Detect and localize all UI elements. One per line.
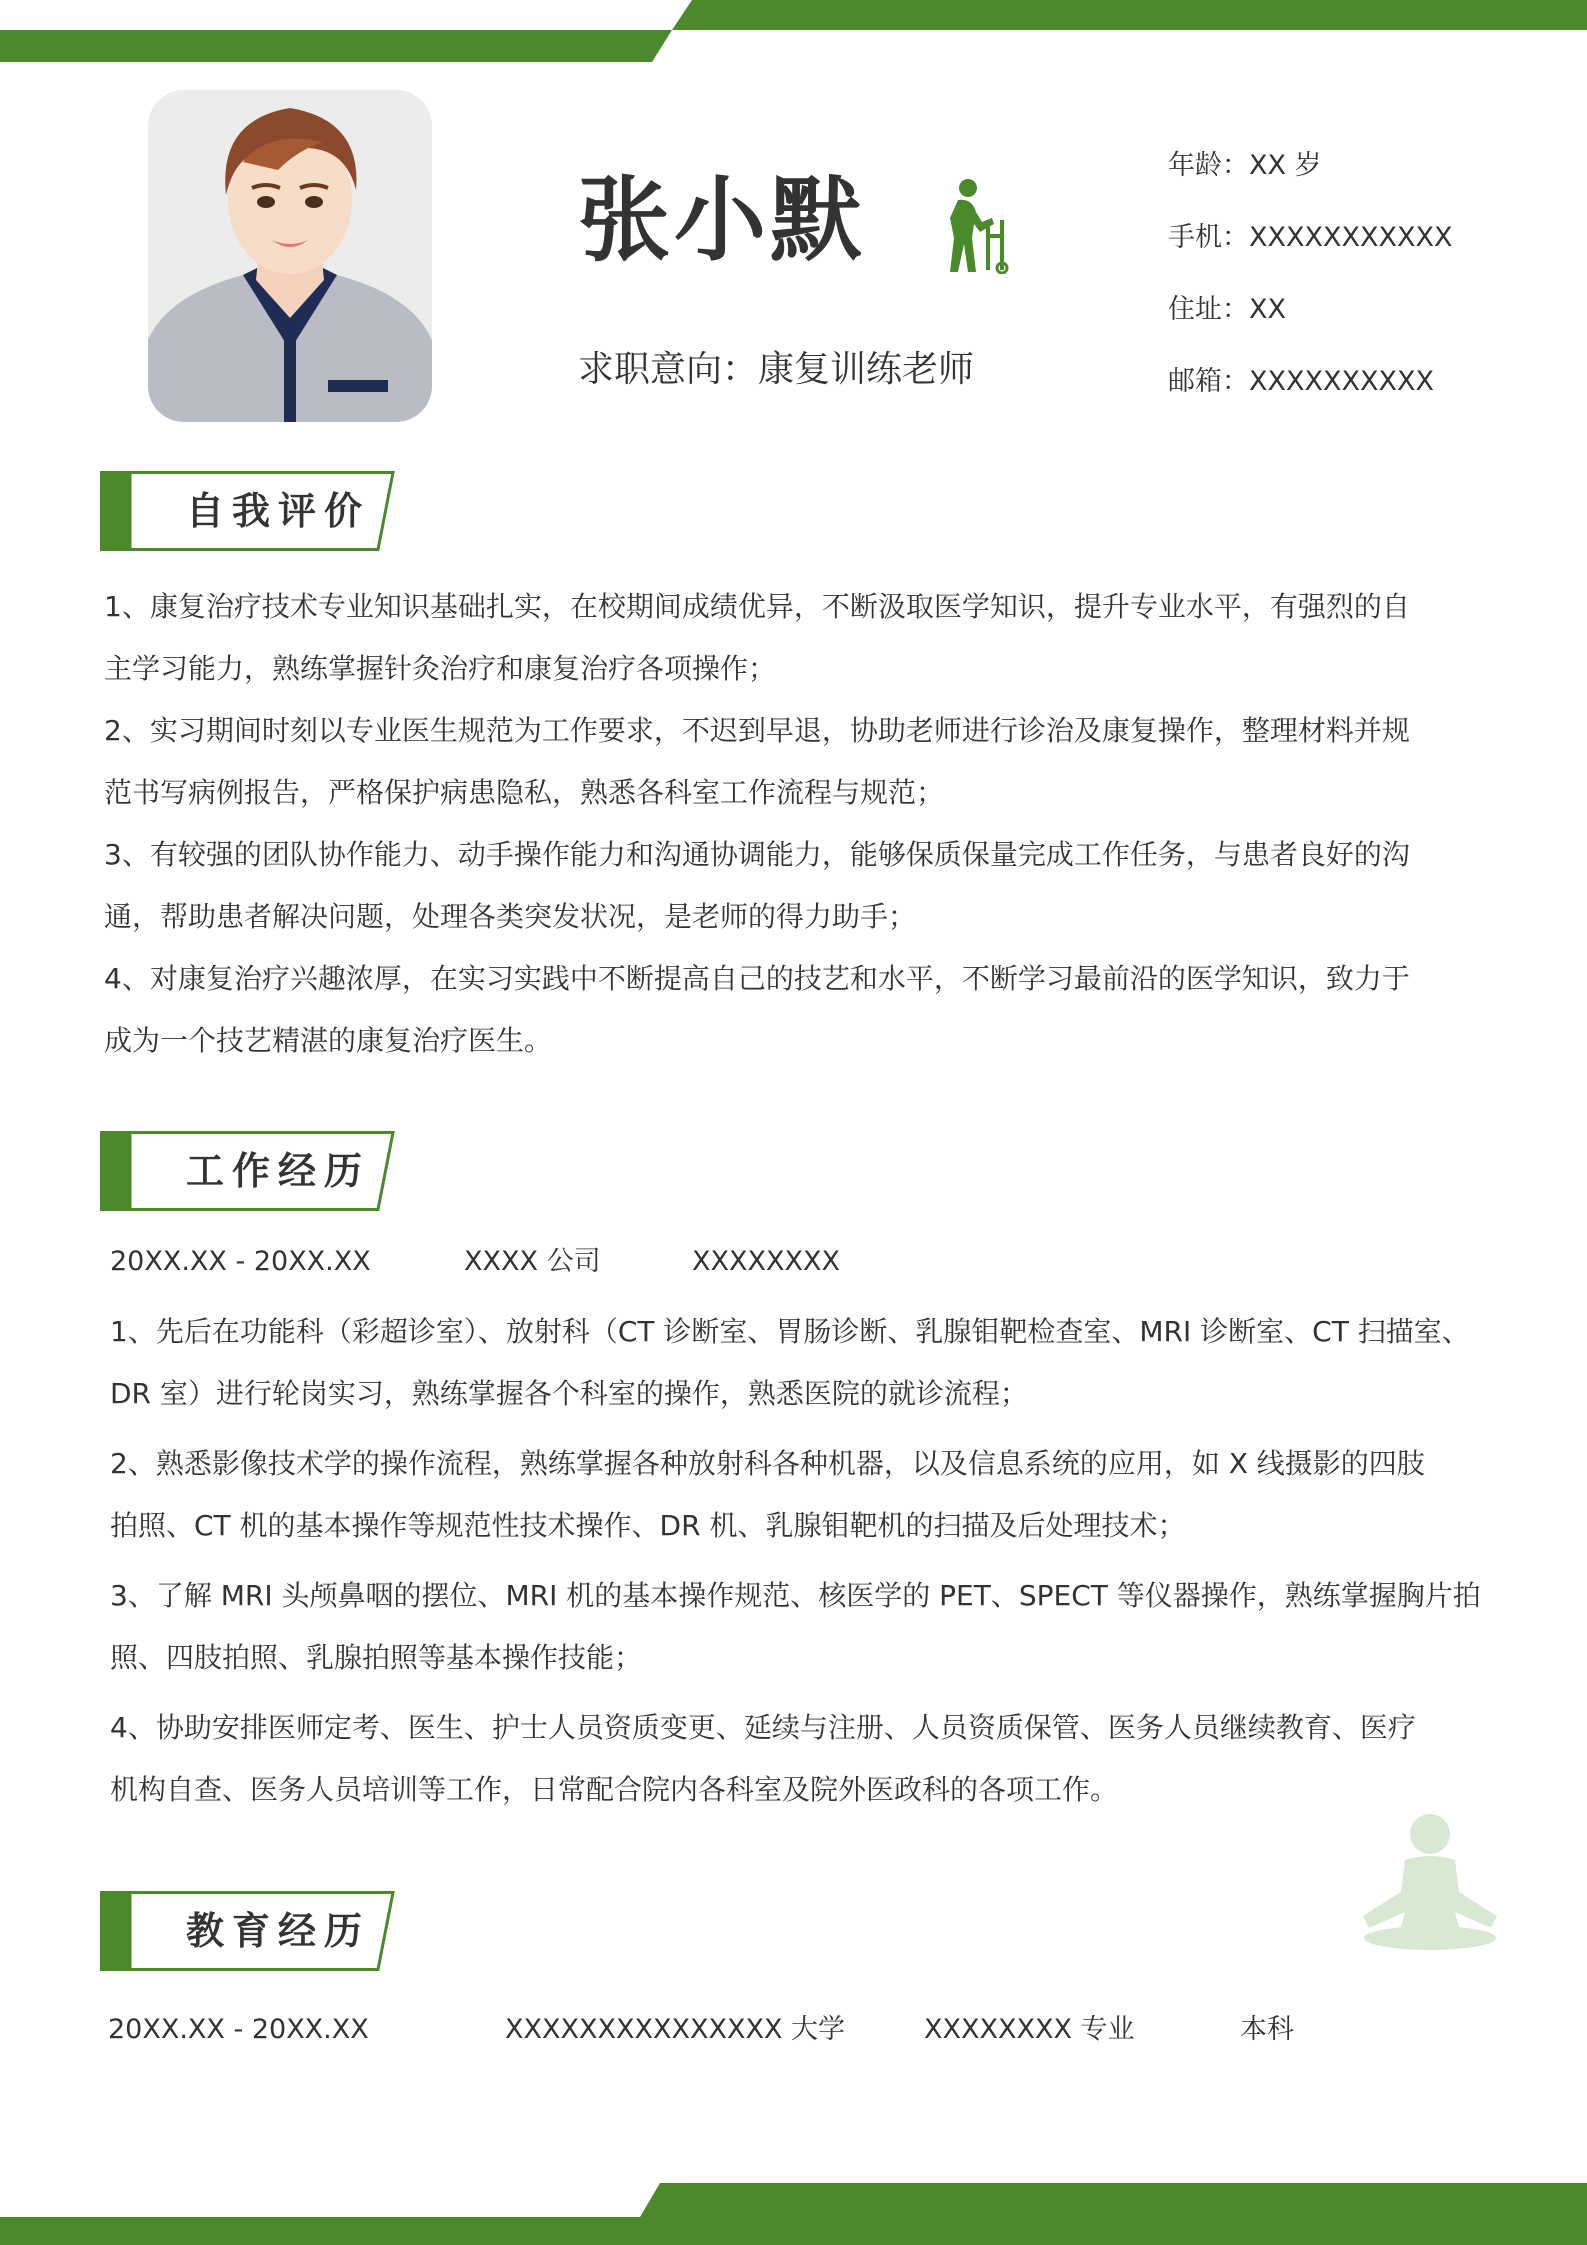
- meditation-person-icon: [1355, 1812, 1505, 1952]
- job-objective: 求职意向：康复训练老师: [578, 349, 975, 390]
- work-position: XXXXXXXX: [692, 1246, 840, 1277]
- candidate-name: 张小默: [578, 167, 867, 274]
- info-age: 年龄：XX 岁: [1168, 150, 1322, 181]
- work-line: 1、先后在功能科（彩超诊室）、放射科（CT 诊断室、胃肠诊断、乳腺钼靶检查室、MRI 诊断室、CT 扫描室、: [110, 1315, 1470, 1348]
- avatar: [148, 90, 432, 422]
- education-degree: 本科: [1240, 2014, 1294, 2045]
- bottom-accent-bar: [0, 2183, 1587, 2245]
- walker-person-icon: [930, 178, 1010, 274]
- info-address: 住址：XX: [1168, 294, 1286, 325]
- work-line: 照、四肢拍照、乳腺拍照等基本操作技能；: [110, 1641, 643, 1674]
- education-period: 20XX.XX - 20XX.XX: [108, 2014, 369, 2045]
- section-title-education: [100, 1891, 396, 1971]
- self-eval-line: 3、有较强的团队协作能力、动手操作能力和沟通协调能力，能够保质保量完成工作任务，与患者良好的沟: [104, 838, 1410, 871]
- self-eval-line: 1、康复治疗技术专业知识基础扎实，在校期间成绩优异，不断汲取医学知识，提升专业水平，有强烈的自: [104, 590, 1410, 623]
- section-title-work: [100, 1131, 396, 1211]
- education-school: XXXXXXXXXXXXXXX 大学: [505, 2014, 846, 2045]
- work-company: XXXX 公司: [464, 1246, 601, 1277]
- self-eval-line: 2、实习期间时刻以专业医生规范为工作要求，不迟到早退，协助老师进行诊治及康复操作，整理材料并规: [104, 714, 1410, 747]
- work-text: [110, 1301, 1490, 1821]
- self-eval-line: 成为一个技艺精湛的康复治疗医生。: [104, 1024, 553, 1057]
- section-title-text: 教育经历: [186, 1909, 371, 1953]
- self-eval-text: [104, 576, 1484, 1072]
- work-period: 20XX.XX - 20XX.XX: [110, 1246, 371, 1277]
- section-title-text: 自我评价: [186, 489, 371, 533]
- work-line: 4、协助安排医师定考、医生、护士人员资质变更、延续与注册、人员资质保管、医务人员继续教育、医疗: [110, 1711, 1416, 1744]
- info-phone: 手机：XXXXXXXXXXX: [1168, 222, 1453, 253]
- top-accent-bar: [0, 0, 1587, 62]
- section-title-text: 工作经历: [186, 1149, 371, 1193]
- self-eval-line: 4、对康复治疗兴趣浓厚，在实习实践中不断提高自己的技艺和水平，不断学习最前沿的医学知识，致力于: [104, 962, 1410, 995]
- self-eval-line: 主学习能力，熟练掌握针灸治疗和康复治疗各项操作；: [104, 652, 777, 685]
- education-major: XXXXXXXX 专业: [924, 2014, 1135, 2045]
- self-eval-line: 范书写病例报告，严格保护病患隐私，熟悉各科室工作流程与规范；: [104, 776, 945, 809]
- info-email: 邮箱：XXXXXXXXXX: [1168, 366, 1434, 397]
- section-title-self-eval: [100, 471, 396, 551]
- work-line: 3、了解 MRI 头颅鼻咽的摆位、MRI 机的基本操作规范、核医学的 PET、SPECT 等仪器操作，熟练掌握胸片拍: [110, 1579, 1481, 1612]
- work-line: 机构自查、医务人员培训等工作，日常配合院内各科室及院外医政科的各项工作。: [110, 1773, 1119, 1806]
- work-line: 2、熟悉影像技术学的操作流程，熟练掌握各种放射科各种机器，以及信息系统的应用，如 X 线摄影的四肢: [110, 1447, 1425, 1480]
- self-eval-line: 通，帮助患者解决问题，处理各类突发状况，是老师的得力助手；: [104, 900, 917, 933]
- work-line: 拍照、CT 机的基本操作等规范性技术操作、DR 机、乳腺钼靶机的扫描及后处理技术；: [110, 1509, 1186, 1542]
- work-line: DR 室）进行轮岗实习，熟练掌握各个科室的操作，熟悉医院的就诊流程；: [110, 1377, 1028, 1410]
